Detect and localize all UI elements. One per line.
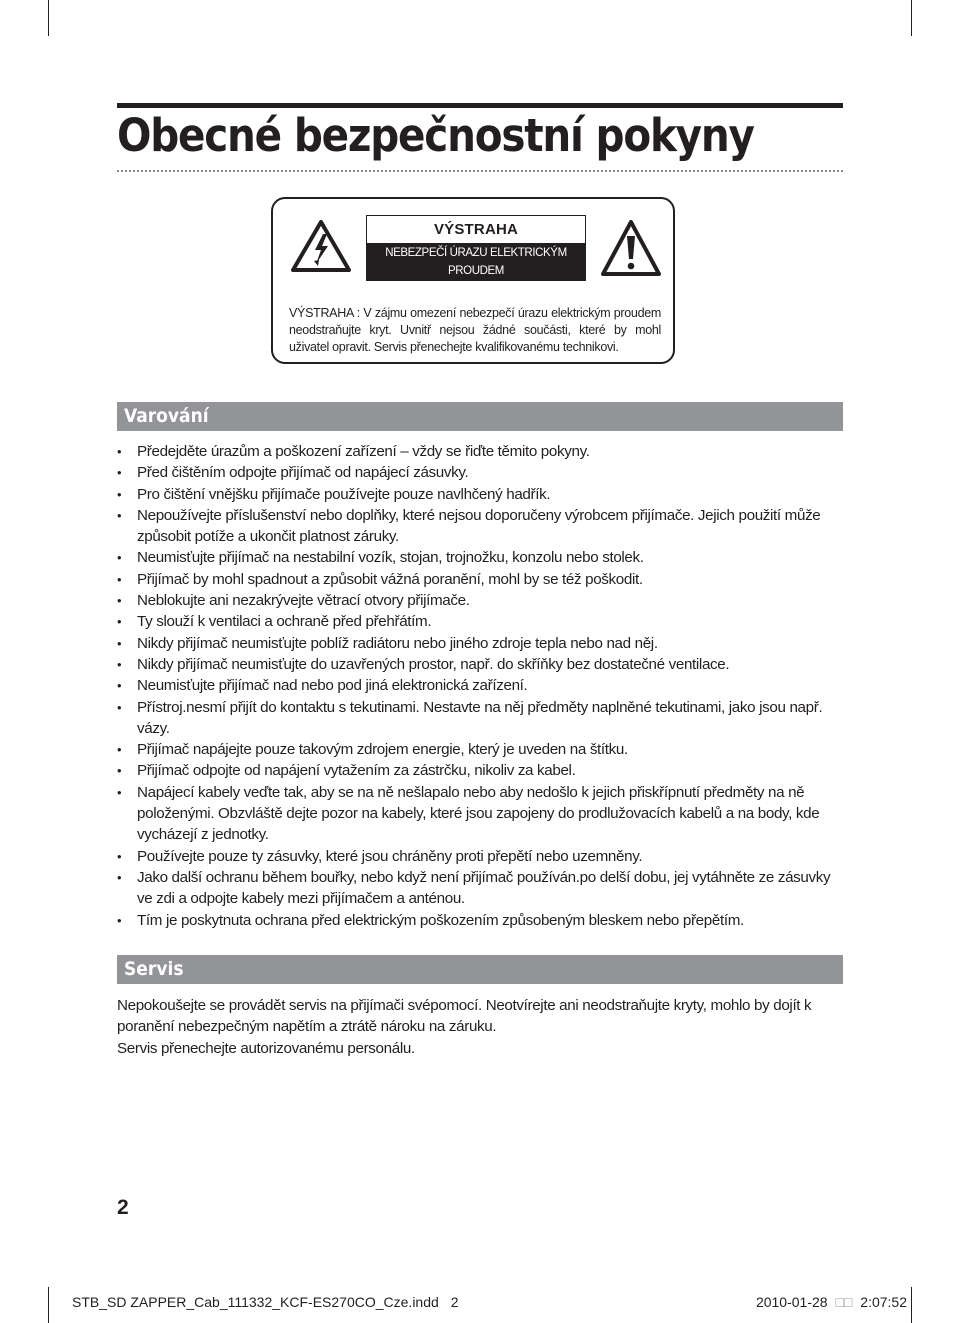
warning-list [117, 441, 843, 931]
bullet-icon: • [117, 550, 122, 566]
bullet-icon: • [117, 486, 122, 502]
list-item-text: Tím je poskytnuta ochrana před elektrickým poškozením způsobeným bleskem nebo přepětím. [137, 911, 744, 929]
list-item [117, 910, 843, 931]
bullet-icon: • [117, 784, 122, 800]
list-item-text: Nepoužívejte příslušenství nebo doplňky, které nejsou doporučeny výrobcem přijímače. Jejich použití může způsobit potíže a ukončit platnost záruky. [137, 506, 821, 546]
page-number: 2 [117, 1196, 129, 1219]
bullet-icon: • [117, 742, 122, 758]
list-item-text: Používejte pouze ty zásuvky, které jsou chráněny proti přepětí nebo uzemněny. [137, 847, 643, 865]
lightning-warning-icon [290, 219, 352, 278]
list-item-text: Neumisťujte přijímač nad nebo pod jiná elektronická zařízení. [137, 677, 528, 695]
warning-heading: VÝSTRAHA [433, 221, 519, 238]
footer-right [752, 1294, 907, 1310]
footer-time: 2:07:52 [860, 1294, 907, 1310]
warning-box [271, 197, 675, 364]
list-item-text: Napájecí kabely veďte tak, aby se na ně nešlapalo nebo aby nedošlo k jejich přiskřípnutí předměty na ně položenými. Obzvláště dejte pozor na kabely, které jsou zapojeny do prodlužovacích kabelů a na body, kde vycházejí z jednotky. [137, 783, 820, 844]
list-item-text: Přijímač by mohl spadnout a způsobit vážná poranění, mohl by se též poškodit. [137, 570, 643, 588]
list-item [117, 675, 843, 696]
bullet-icon: • [117, 912, 122, 928]
warning-subheading [367, 243, 585, 295]
list-item [117, 590, 843, 611]
bullet-icon: • [117, 465, 122, 481]
list-item [117, 462, 843, 483]
list-item [117, 611, 843, 632]
list-item-text: Nikdy přijímač neumisťujte do uzavřených prostor, např. do skříňky bez dostatečné ventilace. [137, 655, 730, 673]
bullet-icon: • [117, 869, 122, 885]
bullet-icon: • [117, 656, 122, 672]
list-item-text: Před čištěním odpojte přijímač od napájecí zásuvky. [137, 464, 469, 482]
crop-mark [48, 0, 49, 36]
warning-subheading-line1: NEBEZPEČÍ ÚRAZU ELEKTRICKÝM PROUDEM [385, 247, 567, 277]
list-item [117, 846, 843, 867]
warning-subheading-line2: NEOTEVÍREJTE [434, 283, 518, 295]
warning-label [366, 215, 586, 295]
list-item [117, 505, 843, 548]
warning-text: VÝSTRAHA : V zájmu omezení nebezpečí úrazu elektrickým proudem neodstraňujte kryt. Uvnitř nejsou žádné součásti, které by mohl uživatel opravit. Servis přenechejte kvalifikovanému technikovi. [289, 306, 661, 354]
bullet-icon: • [117, 571, 122, 587]
bullet-icon: • [117, 614, 122, 630]
list-item-text: Ty slouží k ventilaci a ochraně před přehřátím. [137, 613, 432, 631]
list-item [117, 654, 843, 675]
list-item-text: Neumisťujte přijímač na nestabilní vozík, stojan, trojnožku, konzolu nebo stolek. [137, 549, 644, 567]
list-item [117, 697, 843, 740]
section-heading-varovani: Varování [117, 402, 843, 431]
footer-glyphs: □□ [835, 1294, 853, 1310]
servis-line1: Nepokoušejte se provádět servis na přijímači svépomocí. Neotvírejte ani neodstraňujte kryty, mohlo by dojít k poranění nebezpečným napětím a ztrátě nároku na záruku. [117, 997, 812, 1036]
bullet-icon: • [117, 848, 122, 864]
list-item [117, 441, 843, 462]
list-item-text: Přístroj.nesmí přijít do kontaktu s tekutinami. Nestavte na něj předměty naplněné tekutinami, jako jsou např. vázy. [137, 698, 823, 737]
footer-file-page: 2 [450, 1294, 459, 1310]
footer-left [72, 1294, 458, 1310]
list-item-text: Jako další ochranu během bouřky, nebo když není přijímač používán.po delší dobu, jej vytáhněte ze zásuvky ve zdi a odpojte kabely mezi přijímačem a anténou. [137, 868, 831, 908]
servis-line2: Servis přenechejte autorizovanému personálu. [117, 1039, 415, 1057]
list-item-text: Předejděte úrazům a poškození zařízení – vždy se řiďte těmito pokyny. [137, 443, 590, 460]
list-item [117, 782, 843, 846]
crop-mark [911, 1287, 912, 1323]
print-footer [72, 1294, 907, 1310]
list-item [117, 760, 843, 781]
list-item [117, 569, 843, 590]
servis-text [117, 995, 843, 1059]
section-heading-servis: Servis [117, 955, 843, 984]
list-item-text: Přijímač odpojte od napájení vytažením za zástrčku, nikoliv za kabel. [137, 762, 576, 780]
list-item [117, 739, 843, 760]
page-title: Obecné bezpečnostní pokyny [117, 109, 754, 162]
list-item-text: Přijímač napájejte pouze takovým zdrojem energie, který je uveden na štítku. [137, 741, 628, 759]
list-item-text: Pro čištění vnějšku přijímače používejte pouze navlhčený hadřík. [137, 485, 551, 503]
list-item [117, 867, 843, 910]
bullet-icon: • [117, 635, 122, 651]
bullet-icon: • [117, 763, 122, 779]
bullet-icon: • [117, 507, 122, 523]
crop-mark [48, 1287, 49, 1323]
list-item [117, 484, 843, 505]
list-item-text: Nikdy přijímač neumisťujte poblíž radiátoru nebo jiného zdroje tepla nebo nad něj. [137, 634, 658, 652]
list-item [117, 547, 843, 568]
footer-file: STB_SD ZAPPER_Cab_111332_KCF-ES270CO_Cze.indd [72, 1294, 439, 1310]
dotted-divider [117, 170, 843, 172]
list-item-text: Neblokujte ani nezakrývejte větrací otvory přijímače. [137, 592, 470, 610]
exclamation-warning-icon [600, 219, 662, 282]
list-item [117, 633, 843, 654]
bullet-icon: • [117, 699, 122, 715]
bullet-icon: • [117, 678, 122, 694]
bullet-icon: • [117, 444, 122, 459]
crop-mark [911, 0, 912, 36]
footer-date: 2010-01-28 [755, 1294, 828, 1310]
bullet-icon: • [117, 593, 122, 609]
